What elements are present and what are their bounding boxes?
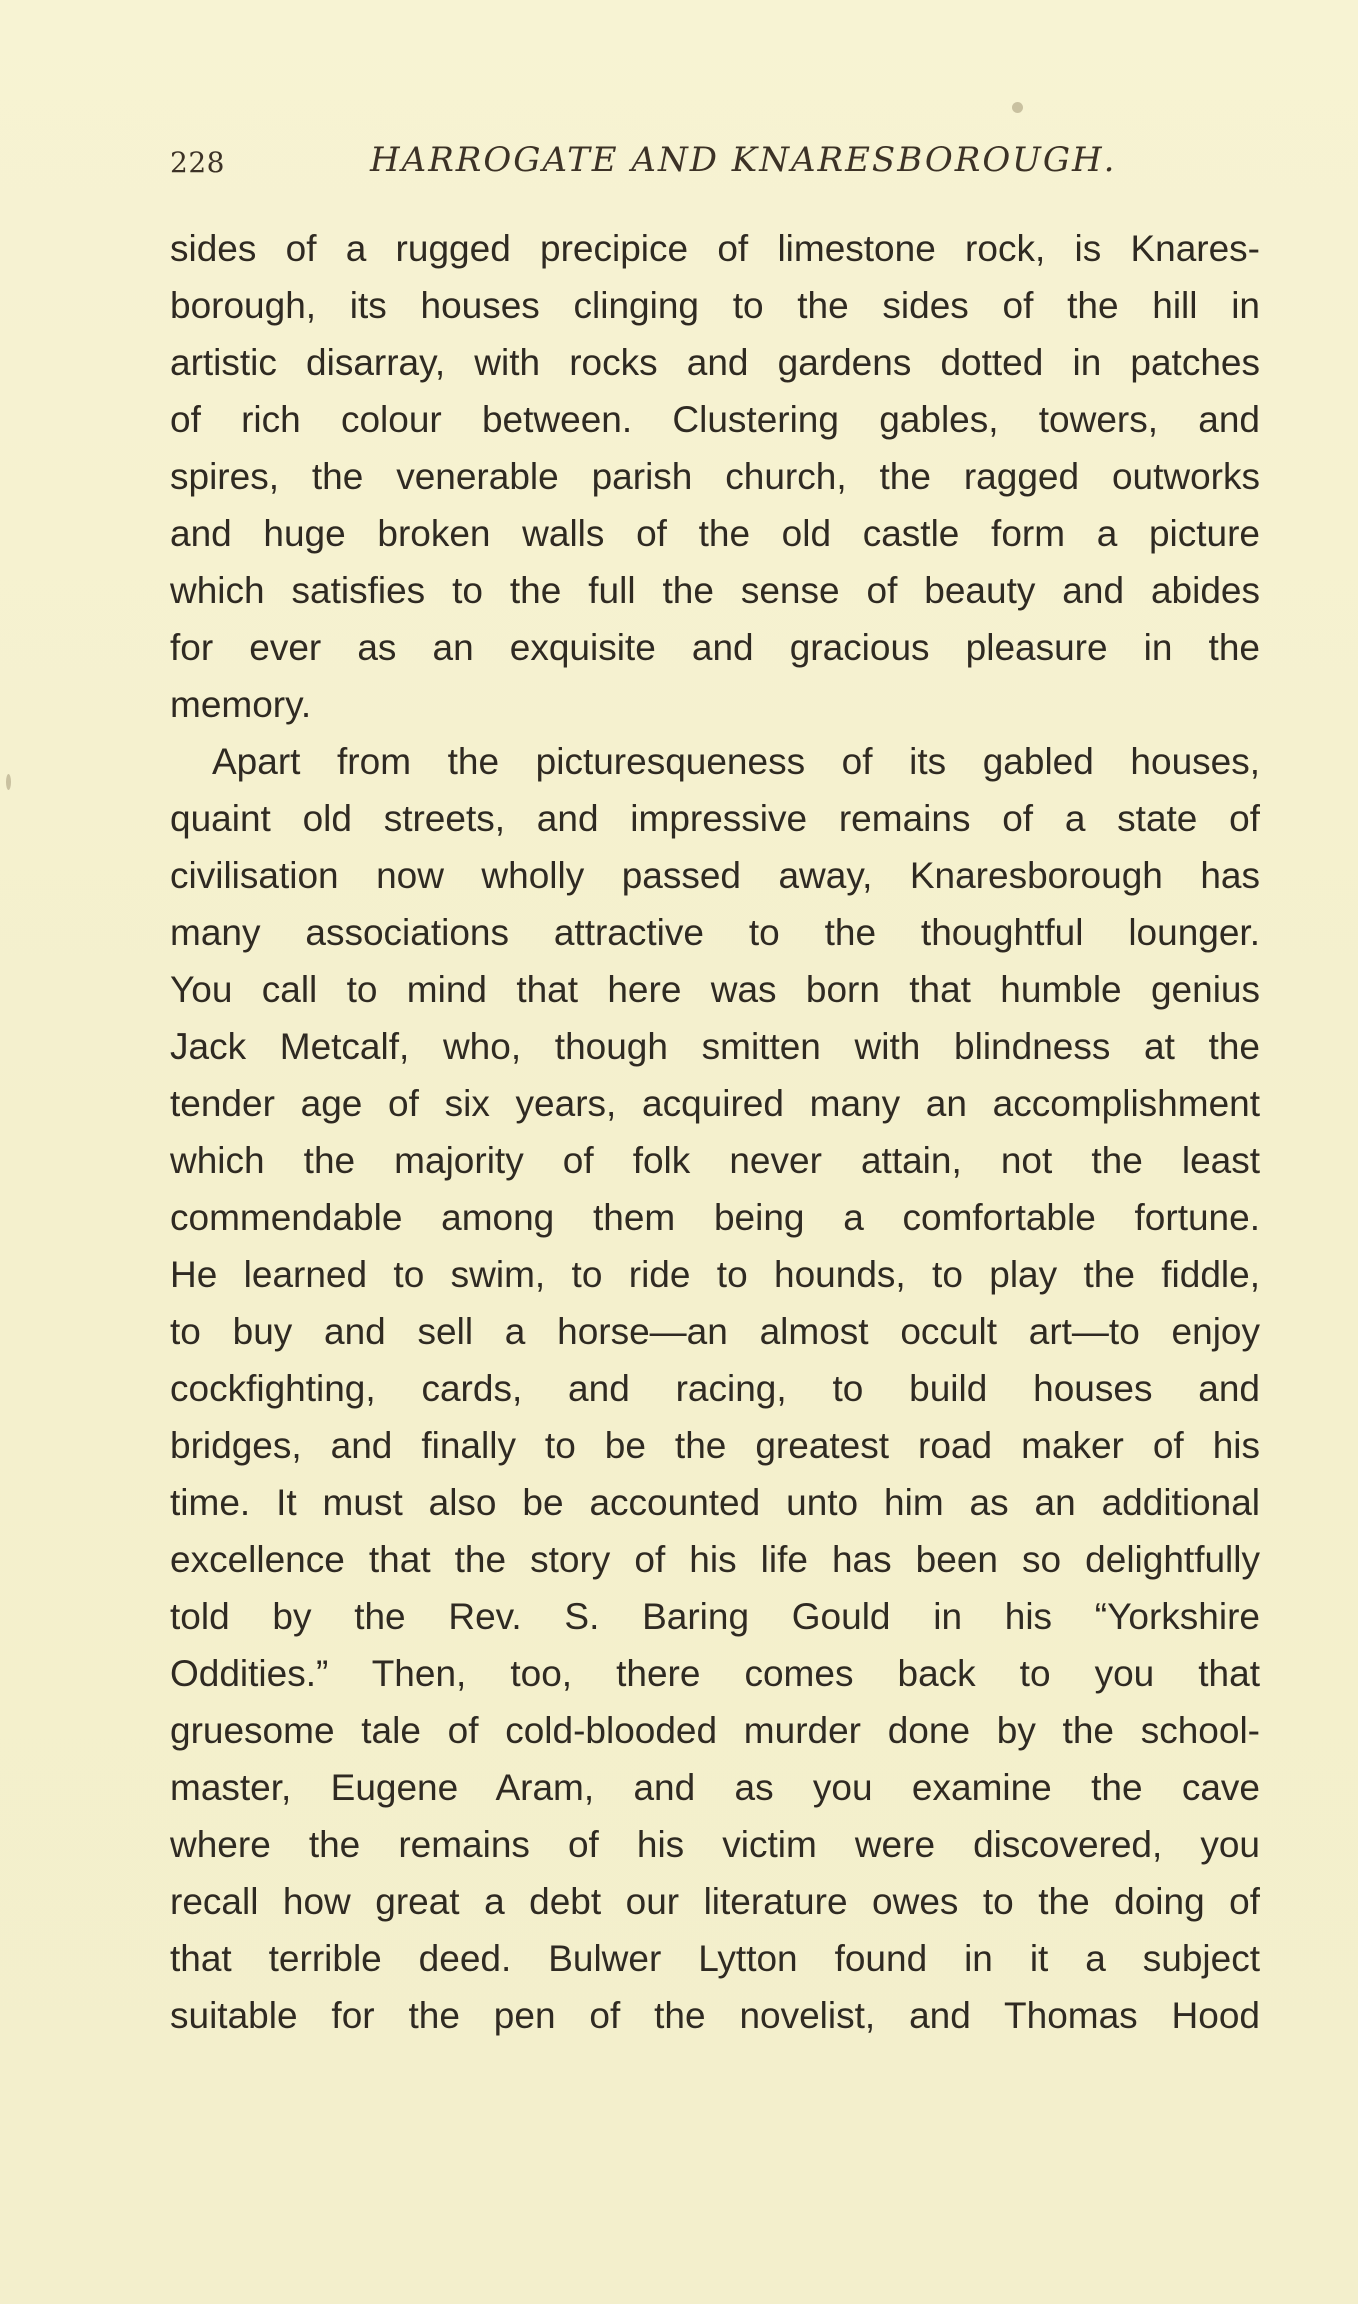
- text-line: time. It must also be accounted unto him as an additional: [170, 1482, 1260, 1523]
- text-line: Apart from the picturesqueness of its gabled houses,: [212, 741, 1260, 782]
- text-line: excellence that the story of his life has been so delightfully: [170, 1539, 1260, 1580]
- paper-speck: [1012, 102, 1023, 113]
- text-line: which satisfies to the full the sense of beauty and abides: [170, 570, 1260, 611]
- text-line: and huge broken walls of the old castle form a picture: [170, 513, 1260, 554]
- text-line: quaint old streets, and impressive remains of a state of: [170, 798, 1260, 839]
- text-line: Jack Metcalf, who, though smitten with blindness at the: [170, 1026, 1260, 1067]
- text-line: that terrible deed. Bulwer Lytton found in it a subject: [170, 1938, 1260, 1979]
- text-line: civilisation now wholly passed away, Knaresborough has: [170, 855, 1260, 896]
- text-line: Oddities.” Then, too, there comes back to you that: [170, 1653, 1260, 1694]
- text-line: master, Eugene Aram, and as you examine the cave: [170, 1767, 1260, 1808]
- text-line: which the majority of folk never attain, not the least: [170, 1140, 1260, 1181]
- text-line: for ever as an exquisite and gracious pleasure in the: [170, 627, 1260, 668]
- text-line: commendable among them being a comfortable fortune.: [170, 1197, 1260, 1238]
- body-text: [170, 220, 1260, 2044]
- text-line: of rich colour between. Clustering gables, towers, and: [170, 399, 1260, 440]
- running-title: HARROGATE AND KNARESBOROUGH.: [370, 140, 1117, 180]
- paragraph-2: [170, 733, 1260, 2044]
- text-line: borough, its houses clinging to the sides of the hill in: [170, 285, 1260, 326]
- text-line: cockfighting, cards, and racing, to build houses and: [170, 1368, 1260, 1409]
- paragraph-1: [170, 220, 1260, 733]
- paper-speck: [6, 774, 11, 790]
- text-line: spires, the venerable parish church, the ragged outworks: [170, 456, 1260, 497]
- text-line: suitable for the pen of the novelist, and Thomas Hood: [170, 1995, 1260, 2036]
- text-line: memory.: [170, 684, 312, 725]
- text-line: recall how great a debt our literature owes to the doing of: [170, 1881, 1260, 1922]
- text-line: You call to mind that here was born that humble genius: [170, 969, 1260, 1010]
- running-head: [170, 140, 1250, 190]
- text-line: many associations attractive to the thoughtful lounger.: [170, 912, 1260, 953]
- text-line: to buy and sell a horse—an almost occult art—to enjoy: [170, 1311, 1260, 1352]
- text-line: told by the Rev. S. Baring Gould in his “Yorkshire: [170, 1596, 1260, 1637]
- text-line: He learned to swim, to ride to hounds, to play the fiddle,: [170, 1254, 1260, 1295]
- text-line: gruesome tale of cold-blooded murder done by the school-: [170, 1710, 1260, 1751]
- text-line: artistic disarray, with rocks and gardens dotted in patches: [170, 342, 1260, 383]
- text-line: tender age of six years, acquired many an accomplishment: [170, 1083, 1260, 1124]
- page-number: 228: [170, 146, 225, 179]
- text-line: sides of a rugged precipice of limestone rock, is Knares-: [170, 228, 1260, 269]
- text-line: bridges, and finally to be the greatest road maker of his: [170, 1425, 1260, 1466]
- text-line: where the remains of his victim were discovered, you: [170, 1824, 1260, 1865]
